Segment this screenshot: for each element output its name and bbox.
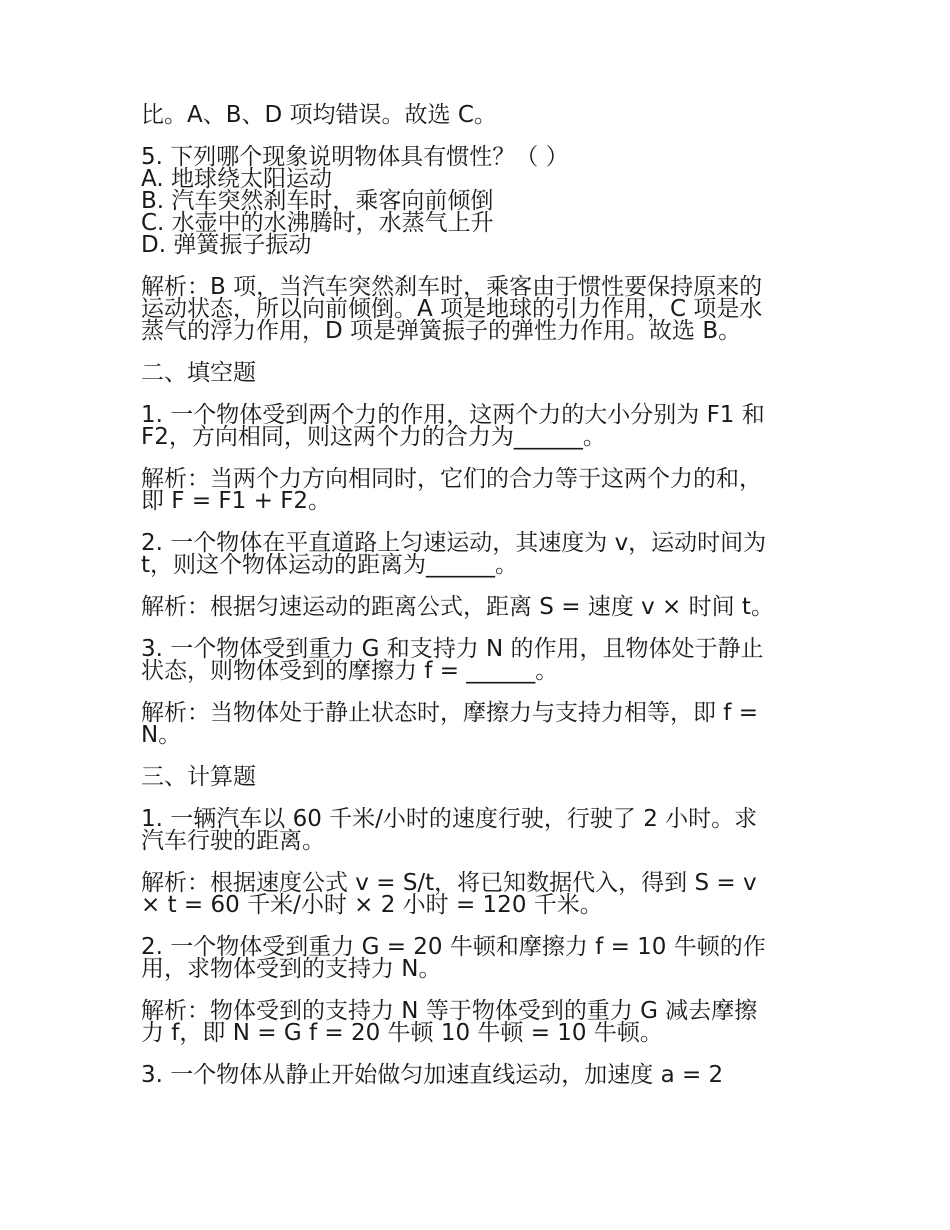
text-line: 汽车行驶的距离。 [141, 828, 325, 854]
calc-answer-1 [141, 872, 811, 916]
paragraph-answer-4-tail [141, 104, 811, 126]
calc-question-3 [141, 1064, 811, 1086]
calc-question-2 [141, 936, 811, 980]
question-5-stem: 5. 下列哪个现象说明物体具有惯性？（ ） [141, 144, 569, 170]
fill-question-2 [141, 532, 811, 576]
text-line: 力 f，即 N = G f = 20 牛顿 10 牛顿 = 10 牛顿。 [141, 1020, 663, 1046]
question-5-option-a: A. 地球绕太阳运动 [141, 166, 332, 192]
text-line: 2. 一个物体受到重力 G = 20 牛顿和摩擦力 f = 10 牛顿的作 [141, 934, 766, 960]
fill-answer-2 [141, 596, 811, 618]
text-line: 运动状态，所以向前倾倒。A 项是地球的引力作用，C 项是水 [141, 296, 763, 322]
fill-answer-3 [141, 702, 811, 746]
document-page [141, 104, 811, 1106]
text-line: 即 F = F1 + F2。 [141, 488, 332, 514]
text-line: 蒸气的浮力作用，D 项是弹簧振子的弹性力作用。故选 B。 [141, 318, 742, 344]
text-line: 解析：物体受到的支持力 N 等于物体受到的重力 G 减去摩擦 [141, 998, 758, 1024]
text-line: 3. 一个物体从静止开始做匀加速直线运动，加速度 a = 2 [141, 1062, 724, 1088]
calc-answer-2 [141, 1000, 811, 1044]
text-line: 解析：B 项，当汽车突然刹车时，乘客由于惯性要保持原来的 [141, 274, 763, 300]
text-line: 状态，则物体受到的摩擦力 f = ______。 [141, 658, 559, 684]
text-line: t，则这个物体运动的距离为______。 [141, 552, 519, 578]
question-5-option-d: D. 弹簧振子振动 [141, 232, 312, 258]
text-line: 解析：当物体处于静止状态时，摩擦力与支持力相等，即 f = [141, 700, 758, 726]
fill-question-3 [141, 638, 811, 682]
question-5-explanation [141, 276, 811, 342]
section-heading-fill-in [141, 362, 811, 384]
question-5 [141, 146, 811, 256]
text-line: 用，求物体受到的支持力 N。 [141, 956, 442, 982]
text-line: × t = 60 千米/小时 × 2 小时 = 120 千米。 [141, 892, 603, 918]
question-5-option-c: C. 水壶中的水沸腾时，水蒸气上升 [141, 210, 494, 236]
section-title: 三、计算题 [141, 764, 256, 790]
text-line: N。 [141, 722, 182, 748]
text-line: 3. 一个物体受到重力 G 和支持力 N 的作用，且物体处于静止 [141, 636, 764, 662]
question-5-option-b: B. 汽车突然刹车时，乘客向前倾倒 [141, 188, 494, 214]
section-heading-calculation [141, 766, 811, 788]
fill-answer-1 [141, 468, 811, 512]
text-line: 比。A、B、D 项均错误。故选 C。 [141, 102, 497, 128]
text-line: F2，方向相同，则这两个力的合力为______。 [141, 424, 606, 450]
calc-question-1 [141, 808, 811, 852]
text-line: 解析：当两个力方向相同时，它们的合力等于这两个力的和， [141, 466, 762, 492]
text-line: 1. 一辆汽车以 60 千米/小时的速度行驶，行驶了 2 小时。求 [141, 806, 758, 832]
section-title: 二、填空题 [141, 360, 256, 386]
text-line: 2. 一个物体在平直道路上匀速运动，其速度为 v，运动时间为 [141, 530, 767, 556]
text-line: 解析：根据速度公式 v = S/t，将已知数据代入，得到 S = v [141, 870, 757, 896]
text-line: 1. 一个物体受到两个力的作用，这两个力的大小分别为 F1 和 [141, 402, 765, 428]
fill-question-1 [141, 404, 811, 448]
text-line: 解析：根据匀速运动的距离公式，距离 S = 速度 v × 时间 t。 [141, 594, 774, 620]
